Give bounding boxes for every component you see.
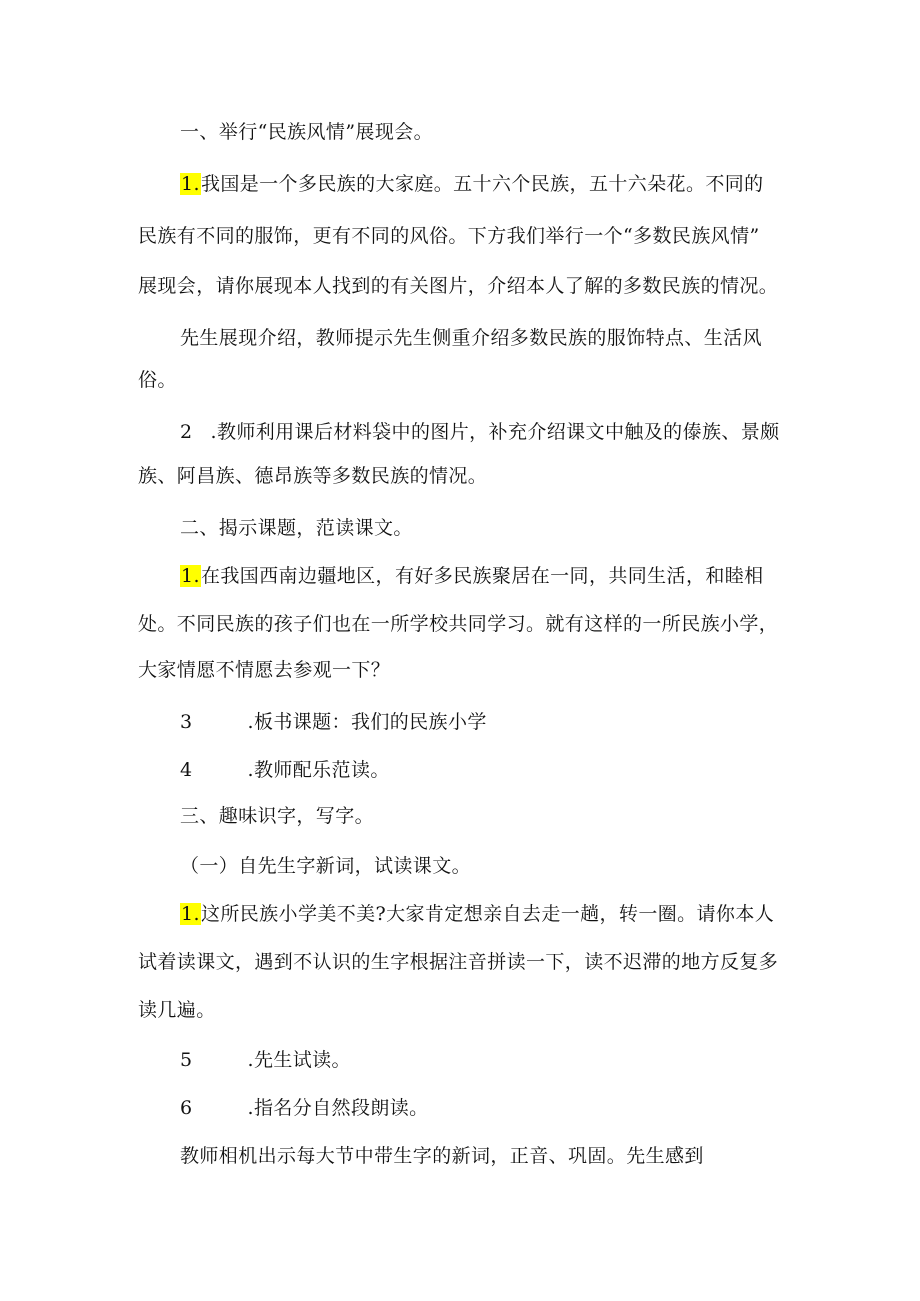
paragraph-3-line-2: 族、阿昌族、德昂族等多数民族的情况。 bbox=[138, 465, 488, 487]
paragraph-1-line-3: 展现会，请你展现本人找到的有关图片，介绍本人了解的多数民族的情况。 bbox=[138, 275, 779, 297]
paragraph-2-line-1: 先生展现介绍，教师提示先生侧重介绍多数民族的服饰特点、生活风 bbox=[180, 327, 763, 349]
subheading-3-1: （一）自先生字新词，试读课文。 bbox=[180, 855, 472, 877]
paragraph-4-line-1: 1.在我国西南边疆地区，有好多民族聚居在一同，共同生活，和睦相 bbox=[181, 565, 764, 587]
heading-section-2: 二、揭示课题，范读课文。 bbox=[180, 517, 413, 539]
list-item-3: 3 .板书课题：我们的民族小学 bbox=[180, 711, 487, 733]
paragraph-1-line-2: 民族有不同的服饰，更有不同的风俗。下方我们举行一个“多数民族风情” bbox=[138, 225, 760, 247]
paragraph-4-line-3: 大家情愿不情愿去参观一下？ bbox=[138, 659, 391, 681]
heading-section-1: 一、举行“民族风情”展现会。 bbox=[180, 121, 434, 143]
paragraph-4-line-2: 处。不同民族的孩子们也在一所学校共同学习。就有这样的一所民族小学， bbox=[138, 613, 779, 635]
highlighted-number: 1. bbox=[181, 565, 200, 587]
paragraph-5-line-1: 1.这所民族小学美不美?大家肯定想亲自去走一趟，转一圈。请你本人 bbox=[181, 903, 775, 925]
paragraph-5-line-2: 试着读课文，遇到不认识的生字根据注音拼读一下，读不迟滞的地方反复多 bbox=[138, 951, 779, 973]
heading-section-3: 三、趣味识字，写字。 bbox=[180, 805, 375, 827]
list-item-6: 6 .指名分自然段朗读。 bbox=[180, 1097, 429, 1119]
highlighted-number: 1. bbox=[181, 903, 200, 925]
paragraph-3-line-1: 2 .教师利用课后材料袋中的图片，补充介绍课文中触及的傣族、景颇 bbox=[180, 421, 780, 443]
highlighted-number: 1. bbox=[181, 173, 200, 195]
paragraph-5-line-3: 读几遍。 bbox=[138, 999, 216, 1021]
list-item-5: 5 .先生试读。 bbox=[180, 1049, 351, 1071]
paragraph-6-line-1: 教师相机出示每大节中带生字的新词，正音、巩固。先生感到 bbox=[180, 1145, 704, 1167]
paragraph-2-line-2: 俗。 bbox=[138, 369, 177, 391]
list-item-4: 4 .教师配乐范读。 bbox=[180, 759, 390, 781]
paragraph-1-line-1: 1.我国是一个多民族的大家庭。五十六个民族，五十六朵花。不同的 bbox=[181, 173, 764, 195]
